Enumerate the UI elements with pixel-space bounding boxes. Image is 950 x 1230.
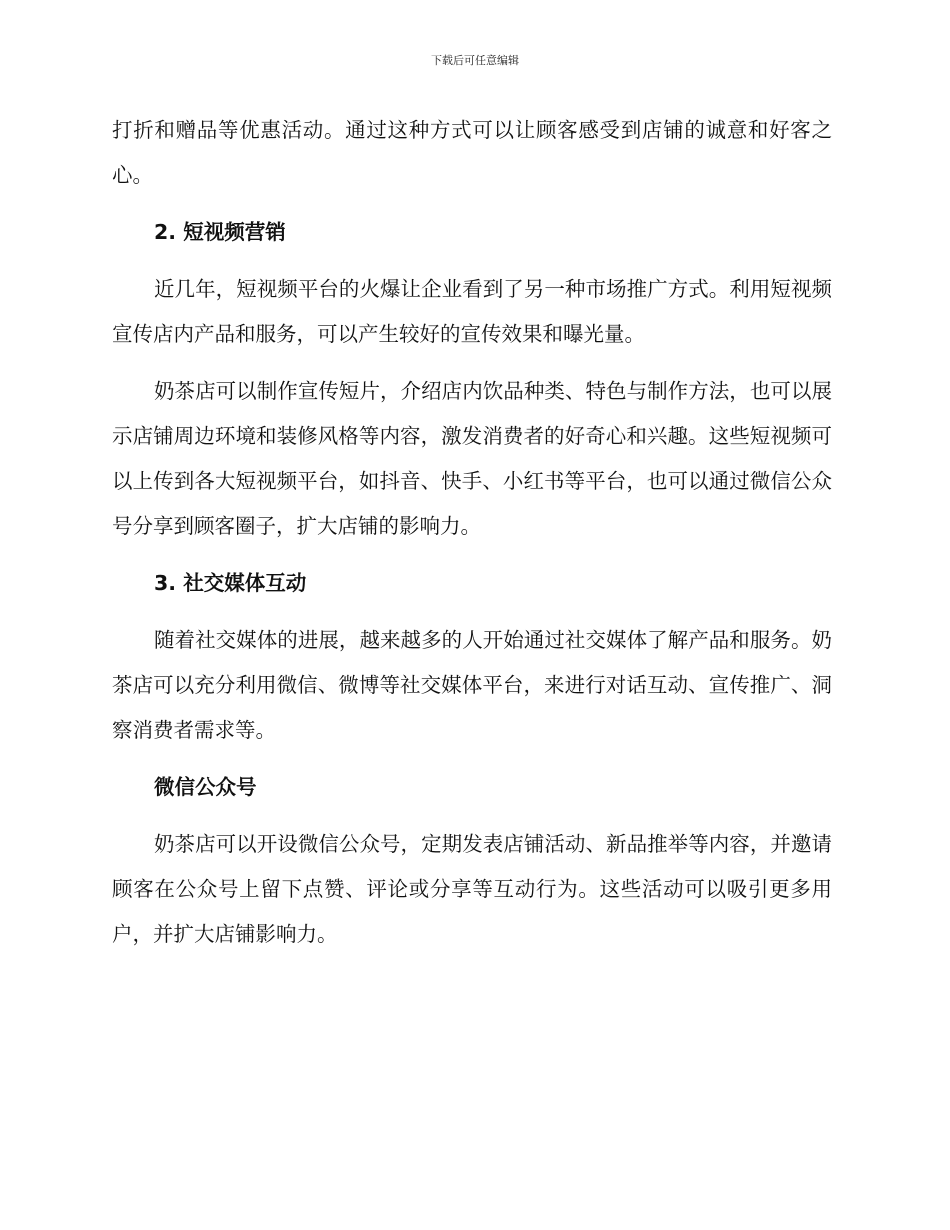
subsection-heading-wechat: 微信公众号 [154,775,257,799]
paragraph: 奶茶店可以制作宣传短片，介绍店内饮品种类、特色与制作方法，也可以展示店铺周边环境和装修风格等内容，激发消费者的好奇心和兴趣。这些短视频可以上传到各大短视频平台，如抖音、快手、小红书等平台，也可以通过微信公众号分享到顾客圈子，扩大店铺的影响力。 [112,379,832,538]
paragraph: 近几年，短视频平台的火爆让企业看到了另一种市场推广方式。利用短视频宣传店内产品和服务，可以产生较好的宣传效果和曝光量。 [112,277,832,346]
paragraph-continued: 打折和赠品等优惠活动。通过这种方式可以让顾客感受到店铺的诚意和好客之心。 [112,118,832,187]
paragraph: 随着社交媒体的进展，越来越多的人开始通过社交媒体了解产品和服务。奶茶店可以充分利用微信、微博等社交媒体平台，来进行对话互动、宣传推广、洞察消费者需求等。 [112,628,832,742]
paragraph: 奶茶店可以开设微信公众号，定期发表店铺活动、新品推举等内容，并邀请顾客在公众号上留下点赞、评论或分享等互动行为。这些活动可以吸引更多用户，并扩大店铺影响力。 [112,832,832,946]
page-header: 下载后可任意编辑 [431,54,519,67]
section-heading-short-video: 2. 短视频营销 [154,220,286,244]
section-heading-social-media: 3. 社交媒体互动 [154,571,307,595]
document-body [112,108,832,969]
